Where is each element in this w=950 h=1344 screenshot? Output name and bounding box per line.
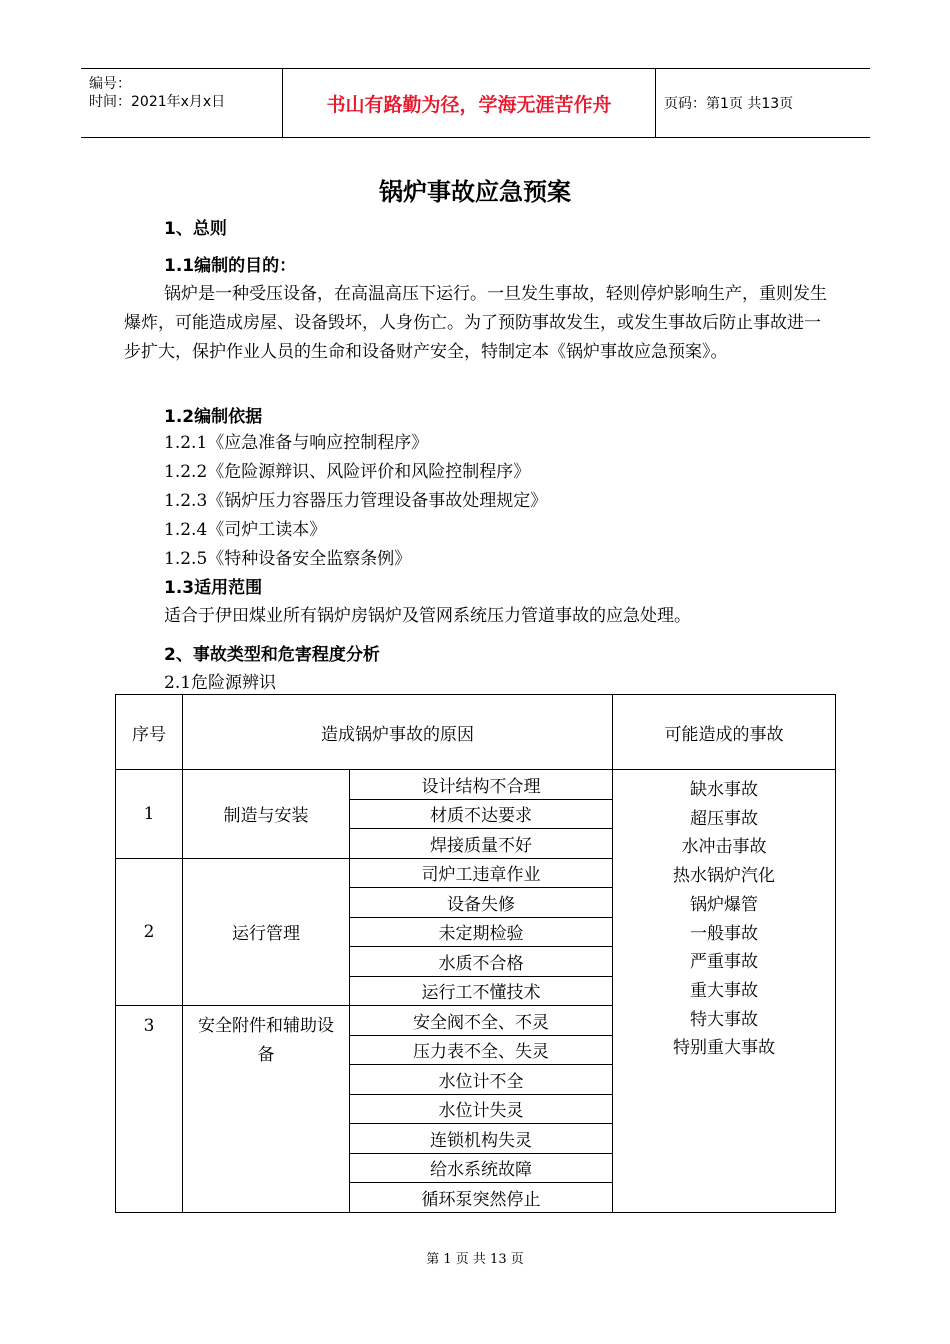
accident-item: 锅炉爆管 bbox=[690, 894, 758, 915]
section-1-2-heading: 1.2编制依据 bbox=[164, 407, 263, 427]
time-label: 时间：2021年x月x日 bbox=[89, 94, 226, 110]
group-no: 1 bbox=[116, 770, 183, 859]
header-accident: 可能造成的事故 bbox=[613, 695, 836, 770]
section-1-1-body: 锅炉是一种受压设备，在高温高压下运行。一旦发生事故，轻则停炉影响生产，重则发生爆炸，可能造成房屋、设备毁坏，人身伤亡。为了预防事故发生，或发生事故后防止事故进一步扩大，保护作业人员的生命和设备财产安全，特制定本《锅炉事故应急预案》。 bbox=[124, 284, 827, 362]
basis-item: 1.2.2《危险源辩识、风险评价和风险控制程序》 bbox=[164, 462, 531, 482]
basis-item: 1.2.4《司炉工读本》 bbox=[164, 520, 327, 540]
header-cause: 造成锅炉事故的原因 bbox=[183, 695, 613, 770]
group-category: 制造与安装 bbox=[183, 770, 350, 859]
cause-cell: 水位计失灵 bbox=[350, 1094, 613, 1124]
accident-item: 一般事故 bbox=[690, 923, 758, 944]
cause-cell: 水位计不全 bbox=[350, 1065, 613, 1095]
cause-cell: 运行工不懂技术 bbox=[350, 976, 613, 1006]
header-no: 序号 bbox=[116, 695, 183, 770]
cause-cell: 连锁机构失灵 bbox=[350, 1124, 613, 1154]
header-meta bbox=[81, 69, 282, 137]
page-header bbox=[81, 68, 870, 138]
accident-item: 特别重大事故 bbox=[673, 1038, 775, 1059]
section-1-heading: 1、总则 bbox=[164, 219, 227, 239]
group-no: 2 bbox=[116, 858, 183, 1006]
doc-title: 锅炉事故应急预案 bbox=[379, 178, 571, 206]
cause-cell: 未定期检验 bbox=[350, 917, 613, 947]
header-page-code: 页码：第1页 共13页 bbox=[664, 96, 794, 112]
hazard-table bbox=[115, 694, 836, 1213]
accident-item: 严重事故 bbox=[690, 952, 758, 973]
accident-item: 缺水事故 bbox=[690, 780, 758, 800]
page-footer: 第 1 页 共 13 页 bbox=[426, 1252, 524, 1267]
cause-cell: 焊接质量不好 bbox=[350, 829, 613, 859]
section-1-3-heading: 1.3适用范围 bbox=[164, 578, 263, 598]
accident-item: 重大事故 bbox=[690, 980, 758, 1001]
basis-item: 1.2.5《特种设备安全监察条例》 bbox=[164, 549, 412, 569]
cause-cell: 司炉工违章作业 bbox=[350, 858, 613, 888]
accident-item: 热水锅炉汽化 bbox=[673, 866, 775, 887]
group-category: 运行管理 bbox=[183, 858, 350, 1006]
table-header-row bbox=[116, 695, 836, 770]
basis-item: 1.2.3《锅炉压力容器压力管理设备事故处理规定》 bbox=[164, 491, 548, 511]
accident-item: 特大事故 bbox=[690, 1009, 758, 1030]
section-1-3-body: 适合于伊田煤业所有锅炉房锅炉及管网系统压力管道事故的应急处理。 bbox=[164, 606, 691, 626]
accident-item: 水冲击事故 bbox=[681, 837, 767, 858]
accident-list bbox=[613, 770, 836, 1213]
cause-cell: 压力表不全、失灵 bbox=[350, 1035, 613, 1065]
group-category: 安全附件和辅助设备 bbox=[183, 1006, 350, 1213]
group-no: 3 bbox=[116, 1006, 183, 1213]
section-2-heading: 2、事故类型和危害程度分析 bbox=[164, 645, 380, 665]
cause-cell: 给水系统故障 bbox=[350, 1153, 613, 1183]
section-2-1-heading: 2.1危险源辨识 bbox=[164, 673, 277, 693]
cause-cell: 设计结构不合理 bbox=[350, 770, 613, 800]
basis-item: 1.2.1《应急准备与响应控制程序》 bbox=[164, 433, 429, 453]
cause-cell: 安全阀不全、不灵 bbox=[350, 1006, 613, 1036]
cause-cell: 循环泵突然停止 bbox=[350, 1183, 613, 1213]
number-label: 编号： bbox=[89, 76, 131, 92]
cause-cell: 材质不达要求 bbox=[350, 799, 613, 829]
section-1-1-heading: 1.1编制的目的： bbox=[164, 256, 297, 276]
cause-cell: 设备失修 bbox=[350, 888, 613, 918]
header-motto: 书山有路勤为径，学海无涯苦作舟 bbox=[282, 69, 656, 137]
table-row bbox=[116, 770, 836, 800]
accident-item: 超压事故 bbox=[690, 808, 758, 829]
cause-cell: 水质不合格 bbox=[350, 947, 613, 977]
